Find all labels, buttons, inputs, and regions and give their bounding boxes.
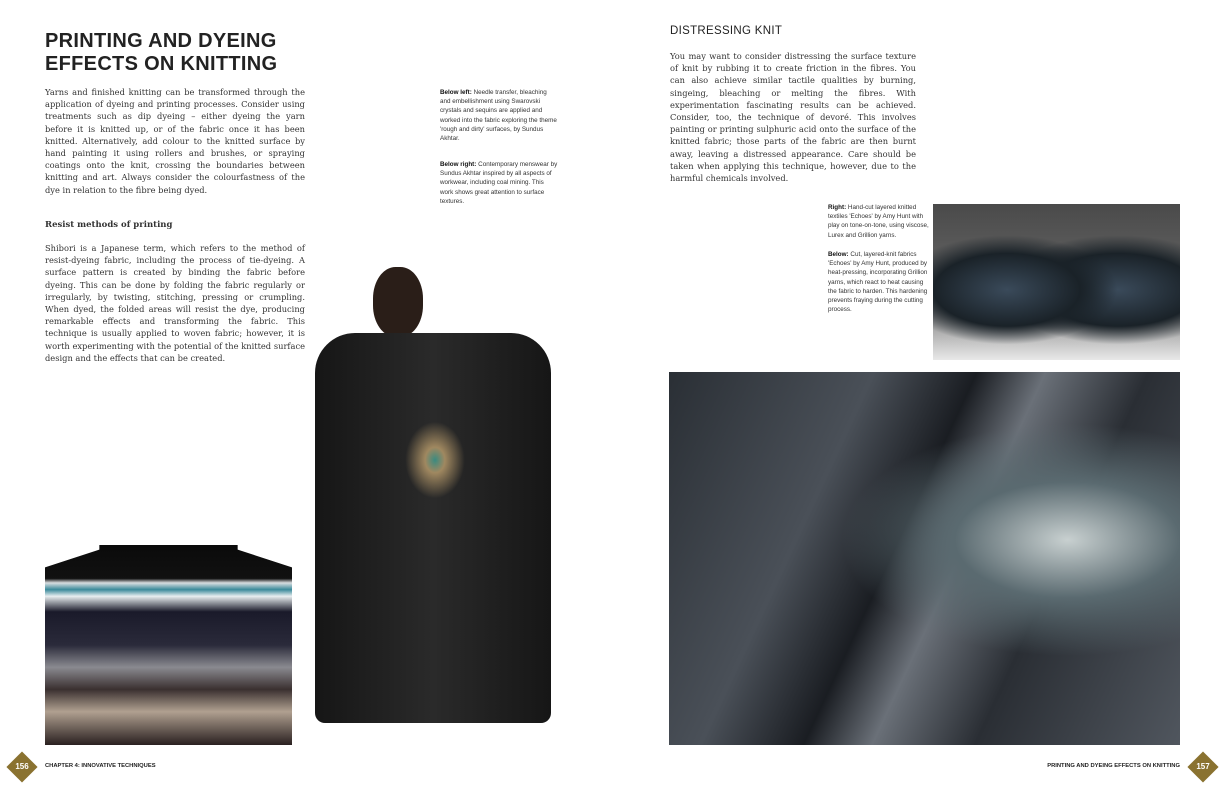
- echoes-photo-large: [669, 372, 1180, 745]
- subheading: Resist methods of printing: [45, 220, 173, 230]
- coat: [315, 333, 551, 723]
- echoes-photo-small: [933, 204, 1180, 360]
- page-number-right: 157: [1196, 762, 1210, 771]
- caption-below: [828, 250, 930, 314]
- caption-label: Below:: [828, 251, 849, 258]
- page-title: PRINTING AND DYEING EFFECTS ON KNITTING: [45, 30, 278, 75]
- caption-label: Right:: [828, 204, 847, 211]
- footer-chapter: CHAPTER 4: INNOVATIVE TECHNIQUES: [45, 763, 156, 769]
- page-number-left: 156: [15, 762, 29, 771]
- distressing-paragraph: You may want to consider distressing the surface texture of knit by rubbing it to create friction in the fibres. You can also achieve similar tactile qualities by burning, singeing, bleaching or melting the fibres. With experimentation fascinating results can be achieved. Consider, too, the technique of devoré. This involves painting or printing sulphuric acid onto the surface of the knitted fabric; those parts of the fabric are then burnt away, leaving a distressed appearance. Care should be taken when applying this technique, however, due to the harmful chemicals involved.: [670, 51, 916, 184]
- footer-section: PRINTING AND DYEING EFFECTS ON KNITTING: [1047, 763, 1180, 769]
- caption-text: Needle transfer, bleaching and embellishment using Swarovski crystals and sequins are applied and worked into the fabric exploring the theme 'rough and dirty' surfaces, by Sundus Akhtar.: [440, 89, 557, 143]
- intro-paragraph: Yarns and finished knitting can be transformed through the application of dyeing and printing processes. Consider using treatments such as dip dyeing – either dyeing the yarn before it is knitted up, or of the fabric once it has been knitted. Alternatively, add colour to the knitted surface by hand painting it using rollers and brushes, or spraying coatings onto the knit, crossing the boundaries between knitting and art. Always consider the colourfastness of the dye in relation to the fibre being dyed.: [45, 87, 305, 195]
- caption-text: Hand-cut layered knitted textiles 'Echoes' by Amy Hunt with play on tone-on-tone, using viscose, Lurex and Grillion yarns.: [828, 204, 929, 239]
- caption-label: Below right:: [440, 161, 477, 168]
- caption-text: Cut, layered-knit fabrics 'Echoes' by Amy Hunt, produced by heat-pressing, incorporating Grillion yarns, which react to heat causing the fabric to harden. This hardening prevents fraying during the cutting process.: [828, 251, 928, 314]
- caption-right: [828, 203, 930, 240]
- caption-below-left: [440, 88, 558, 143]
- knit-sweater-photo: [45, 523, 292, 745]
- section-title: DISTRESSING KNIT: [670, 25, 783, 37]
- head: [373, 267, 423, 337]
- coat-embellishment: [400, 415, 470, 505]
- caption-text: Contemporary menswear by Sundus Akhtar inspired by all aspects of workwear, including coal mining. This work shows great attention to surface textures.: [440, 161, 558, 205]
- menswear-coat-photo: [305, 265, 556, 745]
- shibori-paragraph: Shibori is a Japanese term, which refers to the method of resist-dyeing fabric, including the process of tie-dyeing. A surface pattern is created by binding the fabric before dyeing. This can be done by folding the fabric regularly or irregularly, by twisting, stitching, pressing or crumpling. When dyed, the folded areas will resist the dye, producing remarkable effects and transforming the fabric. This technique is usually applied to woven fabric; however, it is worth experimenting with the potential of the knitted surface design and the effects that can be created.: [45, 243, 305, 363]
- caption-label: Below left:: [440, 89, 472, 96]
- caption-below-right: [440, 160, 558, 206]
